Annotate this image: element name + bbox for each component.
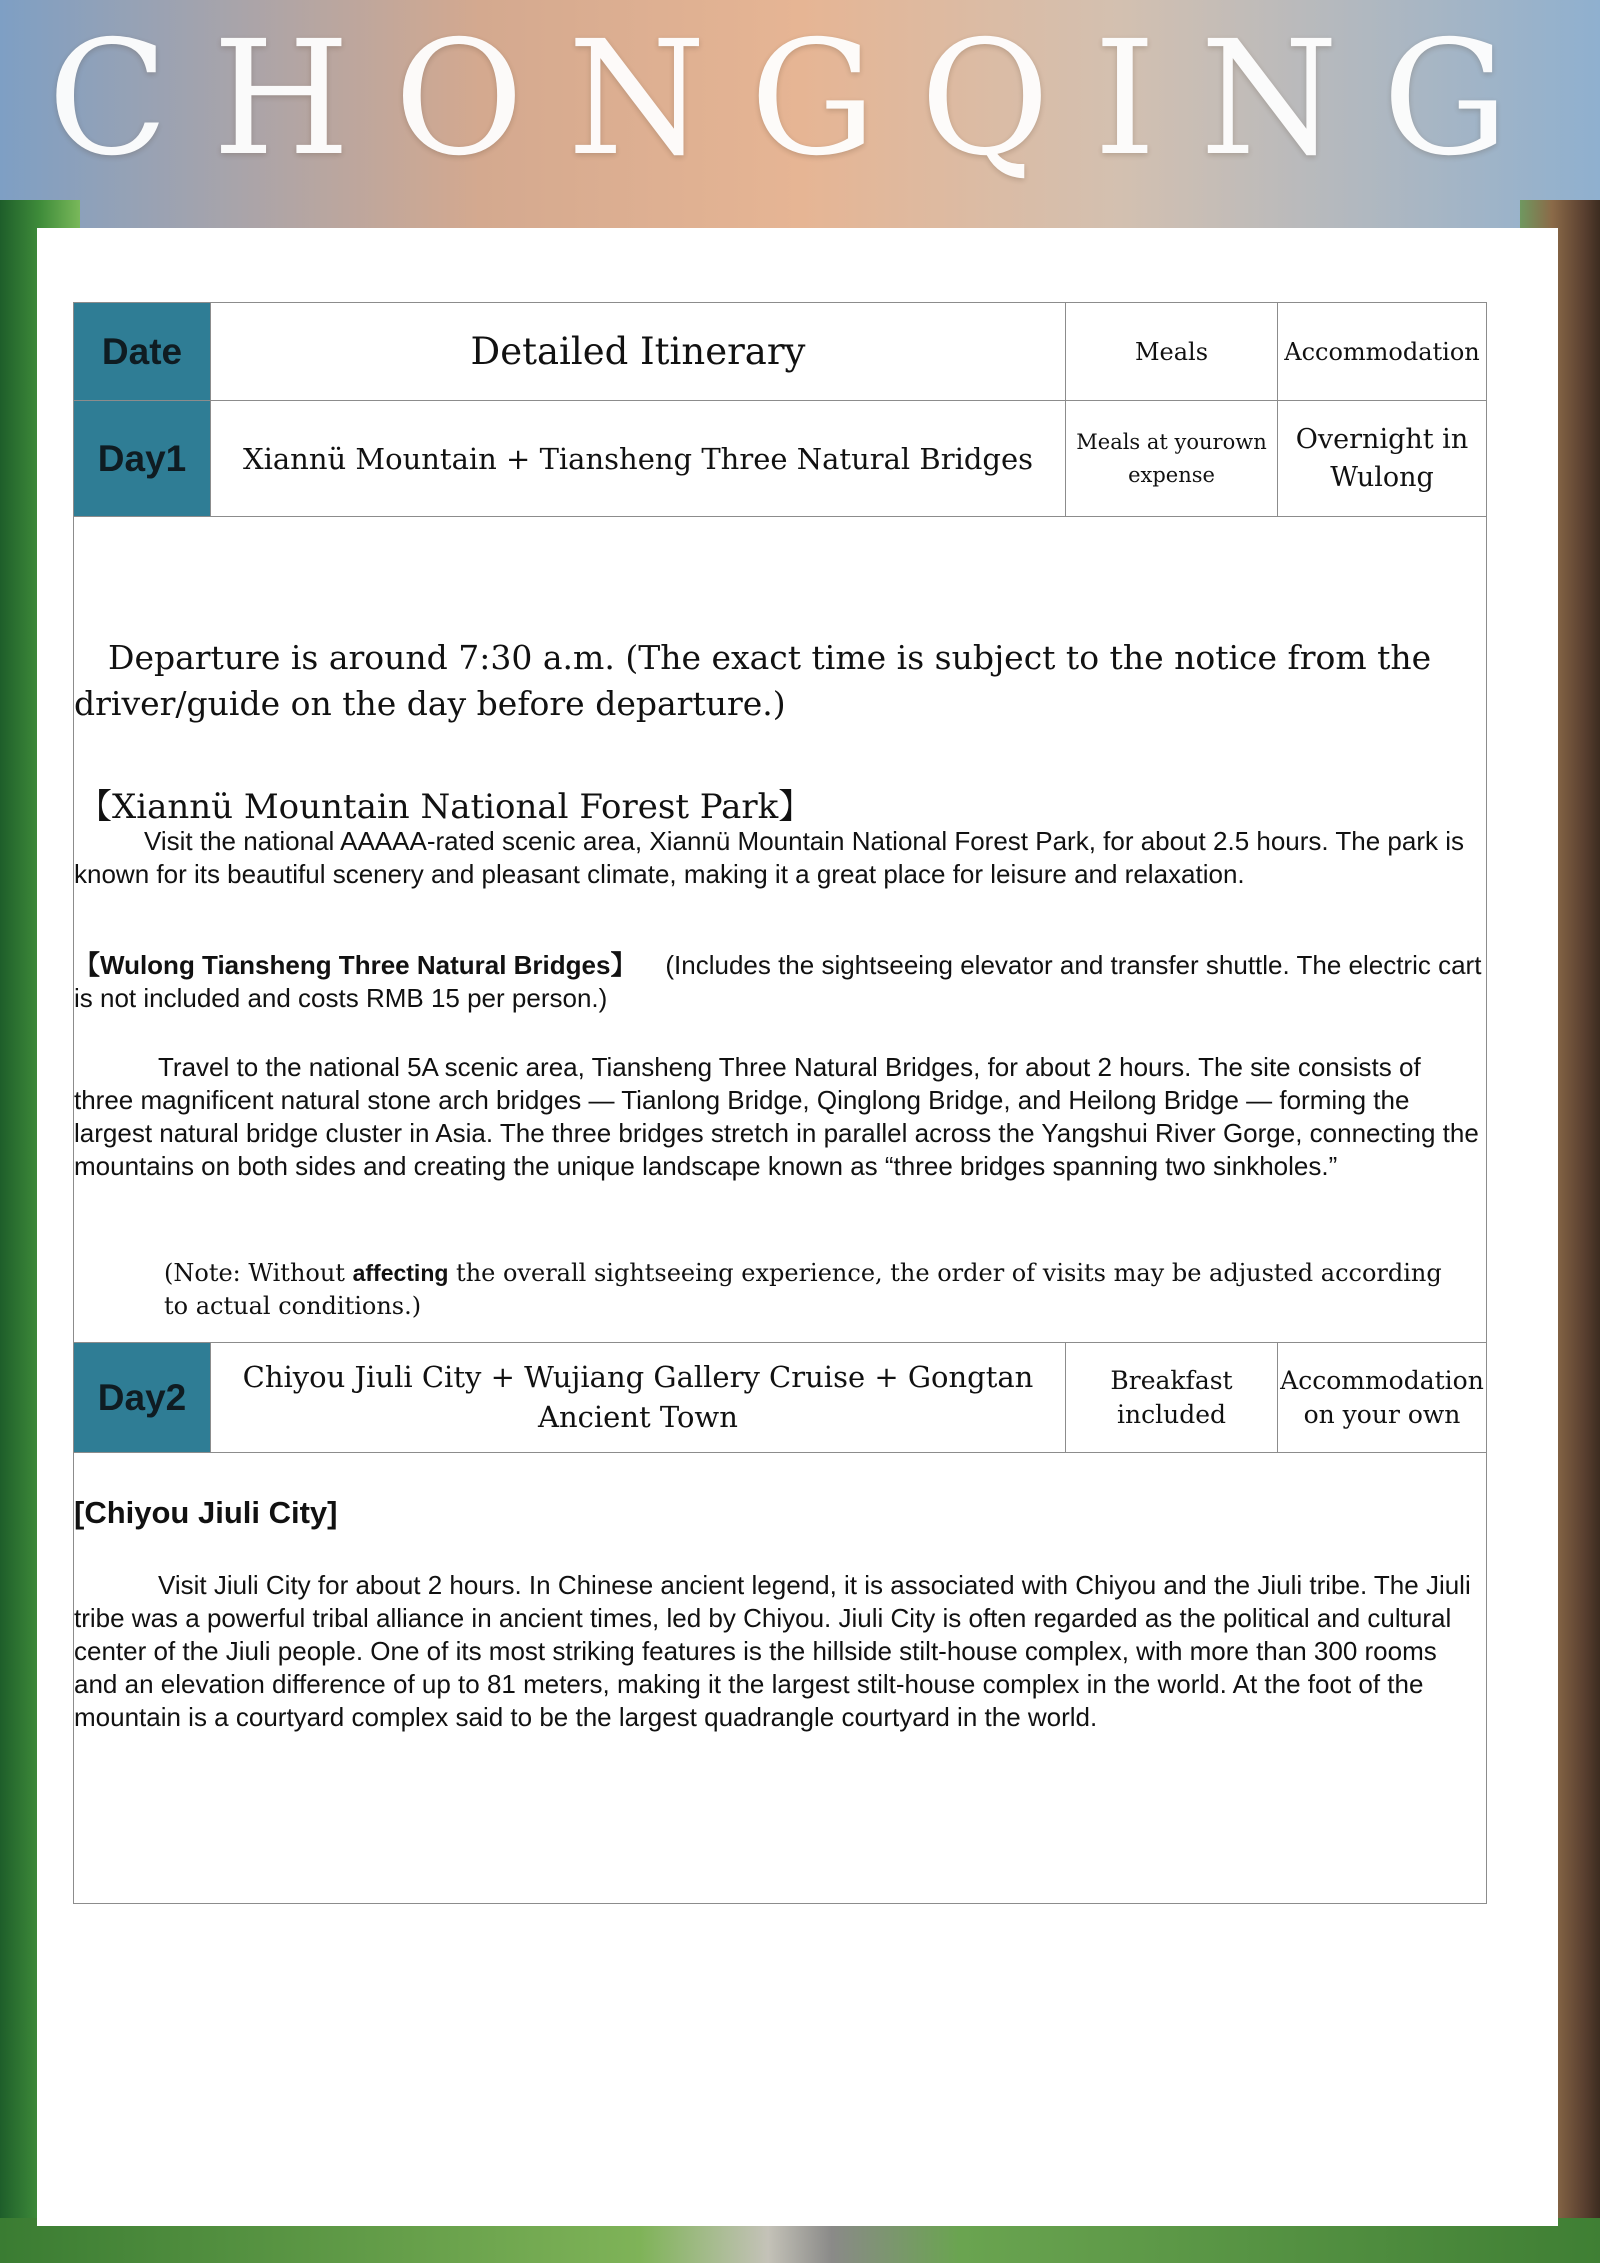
day2-itinerary-line2: Ancient Town: [538, 1399, 738, 1434]
day1-accommodation: [1278, 401, 1486, 516]
day2-meals-line1: Breakfast: [1110, 1365, 1233, 1395]
wulong-section: [74, 949, 1484, 1015]
day1-accommodation-line1: Overnight in: [1295, 423, 1469, 455]
header-itinerary: Detailed Itinerary: [211, 303, 1066, 400]
table-header-row: [74, 303, 1486, 401]
day2-meals: [1066, 1343, 1278, 1452]
day1-meals-line1: Meals at yourown: [1076, 429, 1267, 454]
day2-meals-line2: included: [1117, 1399, 1226, 1429]
day2-row: [74, 1343, 1486, 1453]
day1-meals: [1066, 401, 1278, 516]
chiyou-description: Visit Jiuli City for about 2 hours. In Chinese ancient legend, it is associated with Chiyou and the Jiuli tribe. The Jiuli tribe was a powerful tribal alliance in ancient times, led by Chiyou. Jiuli City is often regarded as the political and cultural center of the Jiuli people. One of its most striking features is the hillside stilt-house complex, with more than 300 rooms and an elevation difference of up to 81 meters, making it the largest stilt-house complex in the world. At the foot of the mountain is a courtyard complex said to be the largest quadrangle courtyard in the world.: [74, 1570, 1471, 1732]
wulong-heading: 【Wulong Tiansheng Three Natural Bridges】: [74, 950, 637, 980]
day1-departure: Departure is around 7:30 a.m. (The exact time is subject to the notice from the driver/guide on the day before departure.): [74, 638, 1432, 723]
day1-itinerary: Xiannü Mountain + Tiansheng Three Natural Bridges: [211, 401, 1066, 516]
chiyou-heading: [Chiyou Jiuli City]: [74, 1495, 338, 1530]
day2-accommodation-line1: Accommodation: [1280, 1365, 1484, 1395]
day1-row: [74, 401, 1486, 517]
day1-accommodation-line2: Wulong: [1330, 461, 1434, 493]
day2-itinerary: [211, 1343, 1066, 1452]
day1-meals-line2: expense: [1128, 462, 1215, 487]
day2-details: [74, 1453, 1486, 1903]
tiansheng-description: Travel to the national 5A scenic area, Tiansheng Three Natural Bridges, for about 2 hours. The site consists of three magnificent natural stone arch bridges — Tianlong Bridge, Qinglong Bridge, and Heilong Bridge — forming the largest natural bridge cluster in Asia. The three bridges stretch in parallel across the Yangshui River Gorge, connecting the mountains on both sides and creating the unique landscape known as “three bridges spanning two sinkholes.”: [74, 1052, 1479, 1181]
day2-label: Day2: [74, 1343, 211, 1452]
note-prefix: (Note: Without: [164, 1259, 353, 1287]
day2-accommodation-line2: on your own: [1303, 1399, 1461, 1429]
header-accommodation: Accommodation: [1284, 337, 1480, 366]
day2-accommodation: [1278, 1343, 1486, 1452]
banner-title: CHONGQING: [47, 7, 1553, 191]
note-suffix: the overall sightseeing experience, the order of visits may be adjusted according to actual conditions.): [164, 1259, 1442, 1320]
day1-details: [74, 517, 1486, 1343]
day1-label: Day1: [74, 401, 211, 516]
day2-itinerary-line1: Chiyou Jiuli City + Wujiang Gallery Cruise + Gongtan: [242, 1360, 1034, 1395]
wulong-note: (Includes the sightseeing elevator and transfer shuttle. The electric cart is not included and costs RMB 15 per person.): [74, 950, 1482, 1013]
header-meals: Meals: [1066, 303, 1278, 400]
xiannu-heading: 【Xiannü Mountain National Forest Park】: [78, 787, 813, 827]
visit-order-note: [164, 1257, 1464, 1323]
itinerary-sheet: [37, 228, 1558, 2226]
header-date: Date: [74, 303, 211, 400]
note-emphasis: affecting: [352, 1260, 449, 1286]
xiannu-description: Visit the national AAAAA-rated scenic area, Xiannü Mountain National Forest Park, for about 2.5 hours. The park is known for its beautiful scenery and pleasant climate, making it a great place for leisure and relaxation.: [74, 826, 1464, 889]
itinerary-table: [73, 302, 1487, 1904]
